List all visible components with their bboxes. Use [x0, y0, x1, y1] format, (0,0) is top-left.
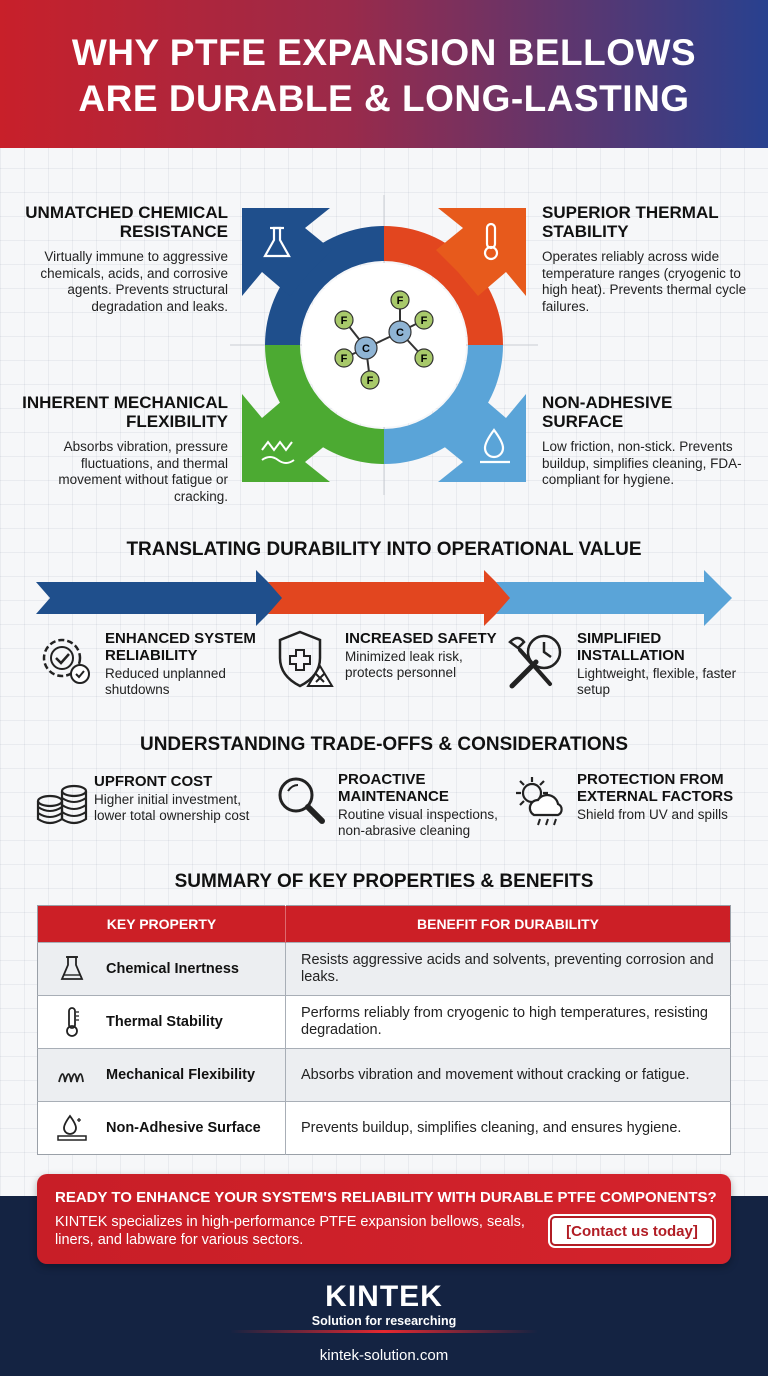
- tradeoff-title: UPFRONT COST: [94, 773, 213, 790]
- page-title: [0, 30, 768, 122]
- value-item-reliability: [36, 630, 266, 697]
- table-header-property: KEY PROPERTY: [38, 906, 286, 943]
- cta-panel: [37, 1174, 731, 1264]
- tradeoff-title: PROTECTION FROM EXTERNAL FACTORS: [577, 771, 734, 805]
- quadrant-title: UNMATCHED CHEMICAL RESISTANCE: [25, 203, 228, 241]
- tradeoff-body: Higher initial investment, lower total ownership cost: [94, 792, 250, 823]
- tradeoff-item-cost: [36, 771, 271, 835]
- table-row: [38, 996, 731, 1049]
- atom-label: F: [340, 353, 348, 365]
- table-row: [38, 1102, 731, 1155]
- value-item-installation: [506, 630, 737, 697]
- tradeoffs-section-title: UNDERSTANDING TRADE-OFFS & CONSIDERATIONS: [139, 734, 629, 755]
- header-banner: [0, 0, 768, 148]
- atom-label: F: [366, 375, 374, 387]
- benefit-text: Prevents buildup, simplifies cleaning, and ensures hygiene.: [301, 1119, 682, 1136]
- tradeoff-item-protection: [512, 771, 742, 835]
- property-name: Non-Adhesive Surface: [106, 1120, 261, 1136]
- weather-icon: [512, 775, 568, 829]
- quadrant-body: Low friction, non-stick. Prevents buildup, simplifies cleaning, FDA-compliant for hygiene.: [542, 439, 742, 487]
- atom-label: F: [340, 315, 348, 327]
- quadrant-chemical: [22, 203, 228, 315]
- magnifier-icon: [276, 775, 326, 827]
- contact-button[interactable]: [Contact us today]: [550, 1216, 714, 1246]
- footer-glow-line: [230, 1330, 538, 1333]
- tradeoff-item-maintenance: [276, 771, 506, 838]
- page-title-line1: WHY PTFE EXPANSION BELLOWS: [71, 32, 697, 73]
- cta-heading: READY TO ENHANCE YOUR SYSTEM'S RELIABILITY WITH DURABLE PTFE COMPONENTS?: [55, 1189, 717, 1206]
- value-item-safety: [276, 630, 506, 694]
- website-link[interactable]: kintek-solution.com: [319, 1347, 449, 1364]
- table-header-benefit: BENEFIT FOR DURABILITY: [286, 906, 731, 943]
- value-item-body: Lightweight, flexible, faster setup: [577, 666, 737, 697]
- quadrant-title: NON-ADHESIVE SURFACE: [542, 393, 673, 431]
- quadrant-flexibility: [22, 393, 228, 505]
- brand-tagline: Solution for researching: [311, 1314, 457, 1328]
- droplet-icon: [38, 1114, 106, 1142]
- value-item-title: ENHANCED SYSTEM RELIABILITY: [105, 630, 256, 664]
- atom-label: F: [396, 295, 404, 307]
- brand-logo: KINTEK: [325, 1280, 443, 1313]
- tradeoff-body: Shield from UV and spills: [577, 807, 728, 822]
- value-arrows: [36, 570, 732, 626]
- value-item-body: Minimized leak risk, protects personnel: [345, 649, 463, 680]
- value-item-title: INCREASED SAFETY: [345, 630, 497, 647]
- table-header-row: [38, 906, 731, 943]
- quadrant-thermal: [542, 203, 748, 315]
- page-title-line2: ARE DURABLE & LONG-LASTING: [78, 78, 690, 119]
- cta-body: KINTEK specializes in high-performance PTFE expansion bellows, seals, liners, and labware for various sectors.: [55, 1214, 525, 1248]
- property-name: Chemical Inertness: [106, 961, 239, 977]
- table-row: [38, 943, 731, 996]
- summary-table: [37, 905, 731, 1155]
- benefit-text: Absorbs vibration and movement without cracking or fatigue.: [301, 1066, 690, 1083]
- quadrant-title: INHERENT MECHANICAL FLEXIBILITY: [22, 393, 228, 431]
- coins-icon: [36, 779, 88, 827]
- flask-icon: [38, 955, 106, 983]
- value-section-title: TRANSLATING DURABILITY INTO OPERATIONAL VALUE: [126, 539, 642, 560]
- quadrant-nonadhesive: [542, 393, 748, 489]
- value-item-body: Reduced unplanned shutdowns: [105, 666, 226, 697]
- atom-label: C: [396, 327, 404, 339]
- value-item-title: SIMPLIFIED INSTALLATION: [577, 630, 685, 664]
- shield-icon: [276, 630, 334, 690]
- atom-label: F: [420, 353, 428, 365]
- benefit-text: Resists aggressive acids and solvents, preventing corrosion and leaks.: [301, 952, 714, 985]
- benefit-text: Performs reliably from cryogenic to high temperatures, resisting degradation.: [301, 1005, 708, 1038]
- quadrant-title: SUPERIOR THERMAL STABILITY: [542, 203, 719, 241]
- summary-section-title: SUMMARY OF KEY PROPERTIES & BENEFITS: [174, 871, 594, 892]
- property-name: Thermal Stability: [106, 1014, 223, 1030]
- gear-check-icon: [36, 630, 92, 686]
- tradeoff-title: PROACTIVE MAINTENANCE: [338, 771, 449, 805]
- quadrant-body: Absorbs vibration, pressure fluctuations, and thermal movement without fatigue or cracking.: [58, 439, 228, 504]
- property-name: Mechanical Flexibility: [106, 1067, 256, 1083]
- quadrant-body: Virtually immune to aggressive chemicals, acids, and corrosive agents. Prevents structural degradation and leaks.: [40, 249, 228, 314]
- atom-label: F: [420, 315, 428, 327]
- thermometer-icon: [38, 1006, 106, 1038]
- brand-block: [0, 1280, 768, 1328]
- table-row: [38, 1049, 731, 1102]
- quadrant-body: Operates reliably across wide temperature ranges (cryogenic to high heat). Prevents thermal cycle failures.: [542, 249, 747, 314]
- molecule-disc: [302, 263, 466, 427]
- spring-icon: [38, 1064, 106, 1086]
- tradeoff-body: Routine visual inspections, non-abrasive cleaning: [338, 807, 498, 838]
- atom-label: C: [362, 343, 370, 355]
- tools-clock-icon: [506, 632, 566, 692]
